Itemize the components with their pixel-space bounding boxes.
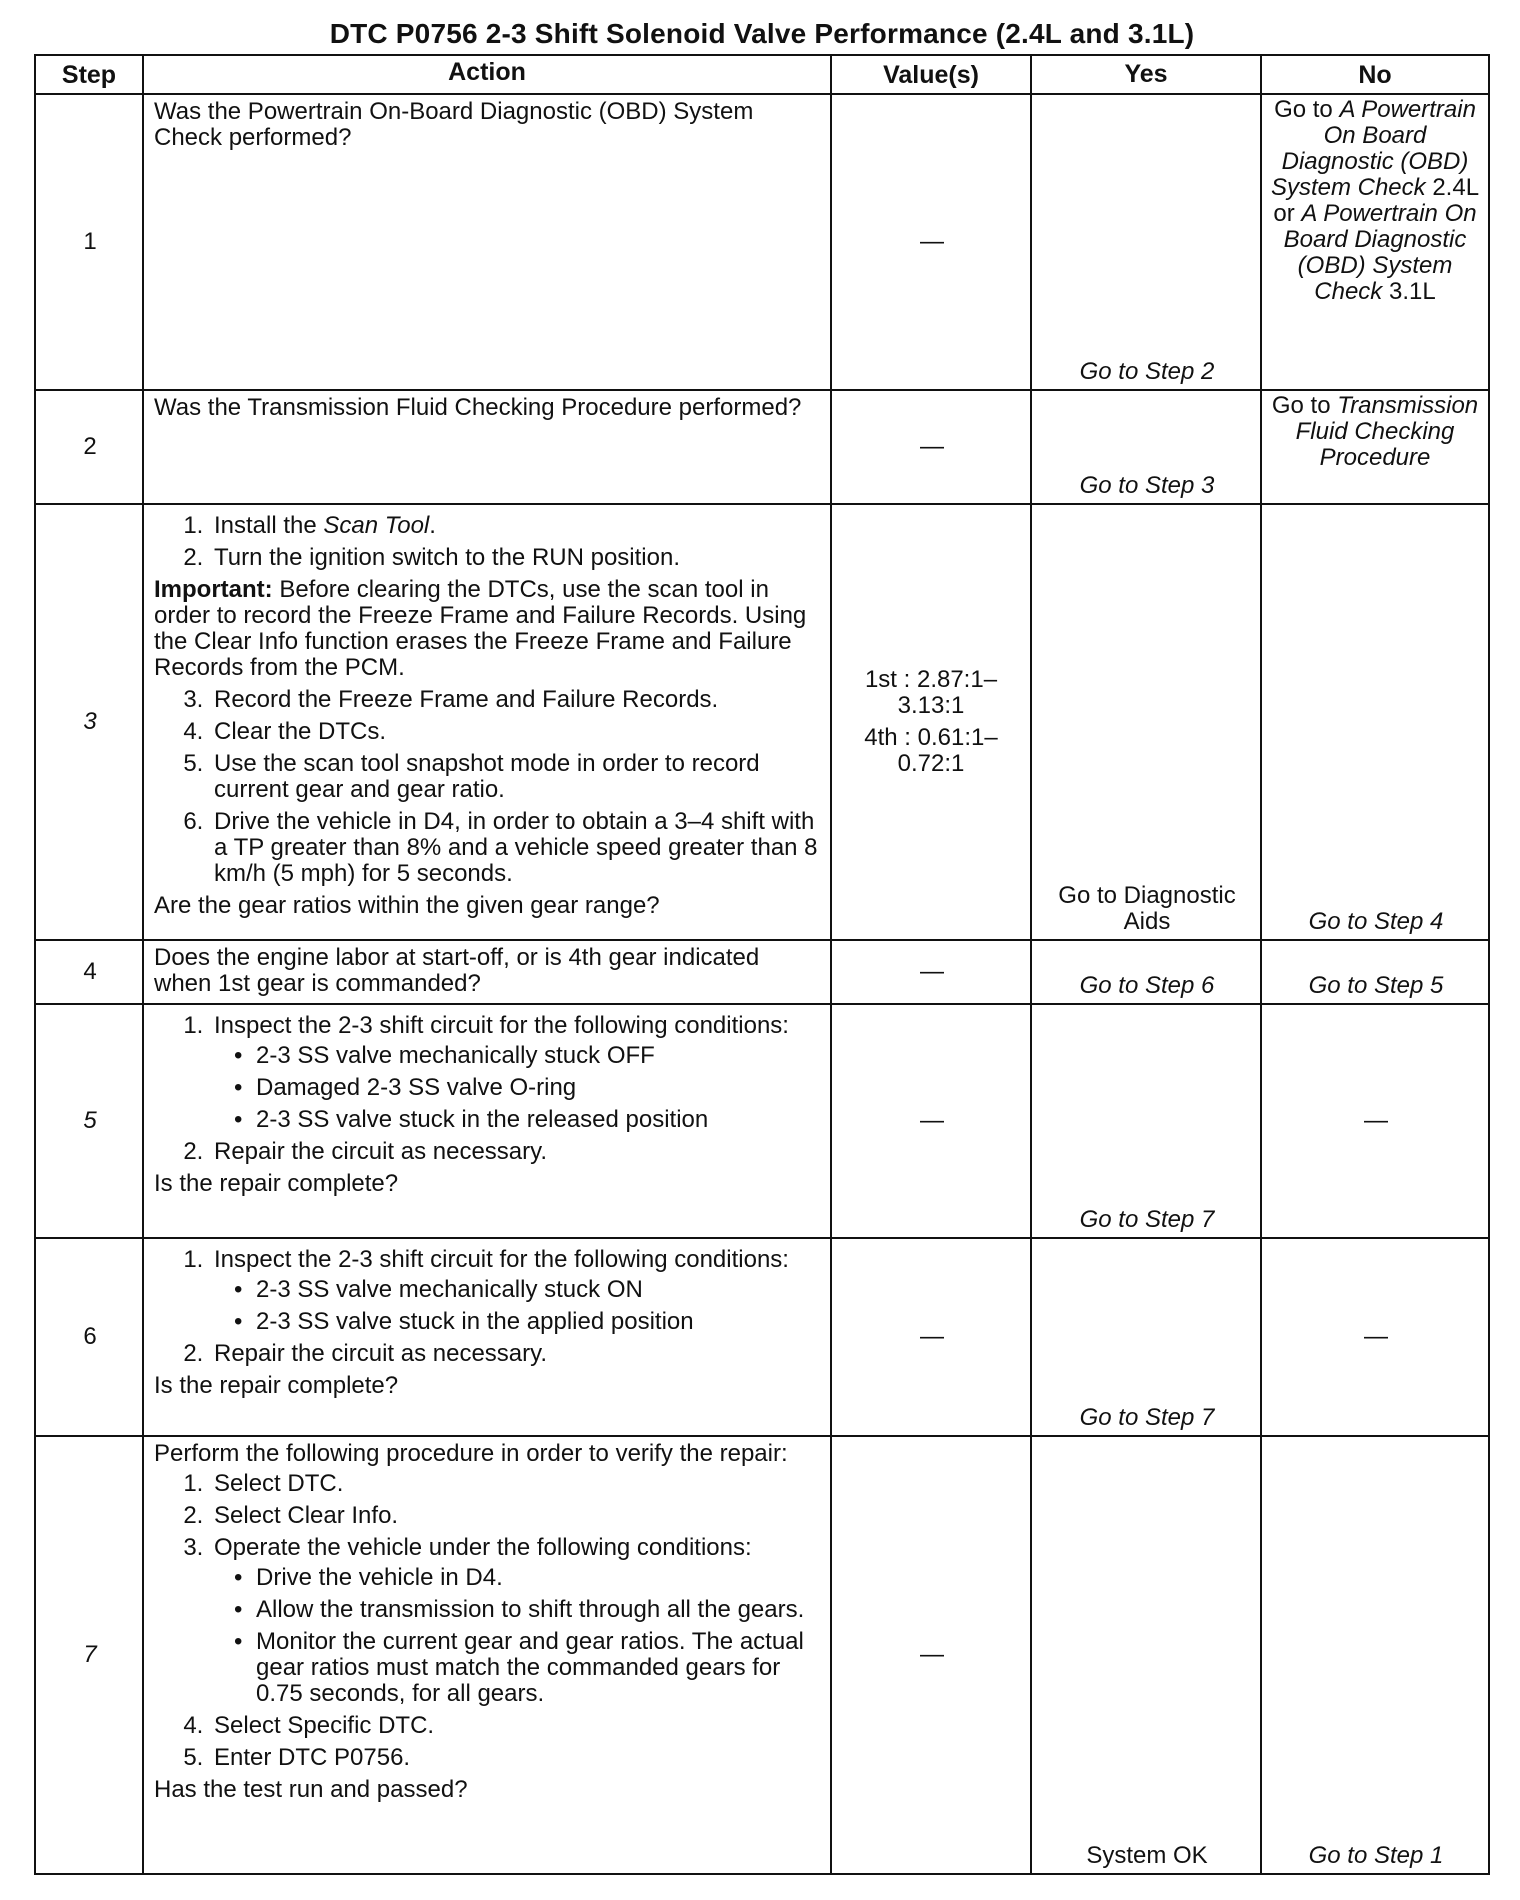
table-row xyxy=(35,504,1489,940)
bullet-item: • Damaged 2-3 SS valve O-ring xyxy=(252,1075,822,1101)
value-cell: — xyxy=(831,94,1031,390)
header-yes: Yes xyxy=(1031,55,1261,94)
no-goto: Go to xyxy=(1271,392,1331,419)
step-number: 4 xyxy=(35,940,143,1004)
list-item: 2. Turn the ignition switch to the RUN position. xyxy=(210,545,822,571)
list-item xyxy=(210,1247,822,1335)
gear-ratio-4th: 4th : 0.61:1–0.72:1 xyxy=(864,724,998,777)
no-link-obd-31[interactable]: A Powertrain On Board Diagnostic (OBD) System Check xyxy=(1283,200,1477,305)
gear-ratio-1st: 1st : 2.87:1–3.13:1 xyxy=(864,666,998,719)
value-cell: — xyxy=(831,1238,1031,1436)
list-item: 1. Install the Scan Tool. xyxy=(210,513,822,539)
table-row xyxy=(35,390,1489,504)
value-cell xyxy=(831,504,1031,940)
yes-cell: Go to Step 2 xyxy=(1031,94,1261,390)
list-item: 2. Repair the circuit as necessary. xyxy=(210,1139,822,1165)
step-number: 7 xyxy=(35,1436,143,1874)
action-cell xyxy=(143,504,831,940)
table-row xyxy=(35,940,1489,1004)
diagnostic-table xyxy=(34,54,1490,1875)
action-cell xyxy=(143,940,831,1004)
action-cell xyxy=(143,1238,831,1436)
step-question: Is the repair complete? xyxy=(154,1372,399,1399)
bullet-item: • Drive the vehicle in D4. xyxy=(252,1565,822,1591)
bullet-item: • Allow the transmission to shift through all the gears. xyxy=(252,1597,822,1623)
important-label: Important: xyxy=(154,576,273,603)
no-cell xyxy=(1261,94,1489,390)
value-cell: — xyxy=(831,940,1031,1004)
list-item: 5. Enter DTC P0756. xyxy=(210,1745,822,1771)
header-action: Action xyxy=(143,55,831,94)
table-row xyxy=(35,94,1489,390)
document-page xyxy=(34,18,1490,1875)
step-question: Is the repair complete? xyxy=(154,1170,399,1197)
no-cell: — xyxy=(1261,1238,1489,1436)
yes-cell: System OK xyxy=(1031,1436,1261,1874)
action-text: Was the Powertrain On-Board Diagnostic (OBD) System Check performed? xyxy=(154,98,754,151)
bullet-item: • 2-3 SS valve stuck in the released position xyxy=(252,1107,822,1133)
table-row xyxy=(35,1238,1489,1436)
action-text: Does the engine labor at start-off, or is 4th gear indicated when 1st gear is commanded? xyxy=(154,944,760,997)
list-item: 2. Repair the circuit as necessary. xyxy=(210,1341,822,1367)
list-item: 6. Drive the vehicle in D4, in order to obtain a 3–4 shift with a TP greater than 8% and a vehicle speed greater than 8 km/h (5 mph) for 5 seconds. xyxy=(210,809,822,887)
no-cell: Go to Step 4 xyxy=(1261,504,1489,940)
no-cell: Go to Step 1 xyxy=(1261,1436,1489,1874)
no-cell xyxy=(1261,390,1489,504)
step-number: 5 xyxy=(35,1004,143,1238)
no-cell: — xyxy=(1261,1004,1489,1238)
step-question: Has the test run and passed? xyxy=(154,1776,468,1803)
step-number: 6 xyxy=(35,1238,143,1436)
step-intro: Perform the following procedure in order to verify the repair: xyxy=(154,1440,788,1467)
item-text: Install the xyxy=(214,512,317,539)
important-text: Before clearing the DTCs, use the scan tool in order to record the Freeze Frame and Failure Records. Using the Clear Info function erases the Freeze Frame and Failure Records from the PCM. xyxy=(154,576,807,681)
list-item xyxy=(210,1535,822,1707)
important-note xyxy=(154,577,822,681)
list-item: 5. Use the scan tool snapshot mode in order to record current gear and gear ratio. xyxy=(210,751,822,803)
list-item: 3. Record the Freeze Frame and Failure Records. xyxy=(210,687,822,713)
yes-cell: Go to Step 7 xyxy=(1031,1238,1261,1436)
action-cell xyxy=(143,390,831,504)
step-question: Are the gear ratios within the given gear range? xyxy=(154,892,660,919)
yes-cell: Go to Step 3 xyxy=(1031,390,1261,504)
no-variant-24: 2.4L or xyxy=(1273,174,1480,227)
action-text: Was the Transmission Fluid Checking Procedure performed? xyxy=(154,394,802,421)
list-item xyxy=(210,1013,822,1133)
no-variant-31: 3.1L xyxy=(1388,278,1436,305)
page-title: DTC P0756 2-3 Shift Solenoid Valve Performance (2.4L and 3.1L) xyxy=(329,18,1195,49)
list-item: 4. Select Specific DTC. xyxy=(210,1713,822,1739)
no-cell: Go to Step 5 xyxy=(1261,940,1489,1004)
action-cell xyxy=(143,1436,831,1874)
table-row xyxy=(35,1004,1489,1238)
list-item: 1. Select DTC. xyxy=(210,1471,822,1497)
bullet-item: • 2-3 SS valve mechanically stuck OFF xyxy=(252,1043,822,1069)
value-cell: — xyxy=(831,390,1031,504)
table-row xyxy=(35,1436,1489,1874)
item-text: Inspect the 2-3 shift circuit for the following conditions: xyxy=(214,1246,789,1273)
bullet-item: • 2-3 SS valve stuck in the applied position xyxy=(252,1309,822,1335)
action-cell xyxy=(143,1004,831,1238)
value-cell: — xyxy=(831,1436,1031,1874)
bullet-item: • 2-3 SS valve mechanically stuck ON xyxy=(252,1277,822,1303)
item-text: Inspect the 2-3 shift circuit for the following conditions: xyxy=(214,1012,789,1039)
yes-cell: Go to Diagnostic Aids xyxy=(1031,504,1261,940)
header-no: No xyxy=(1261,55,1489,94)
table-header-row xyxy=(35,55,1489,94)
no-link-fluid-check[interactable]: Transmission Fluid Checking Procedure xyxy=(1295,392,1479,471)
no-goto: Go to xyxy=(1274,96,1333,123)
yes-cell: Go to Step 7 xyxy=(1031,1004,1261,1238)
value-cell: — xyxy=(831,1004,1031,1238)
step-number: 3 xyxy=(35,504,143,940)
yes-cell: Go to Step 6 xyxy=(1031,940,1261,1004)
item-text: Operate the vehicle under the following conditions: xyxy=(214,1534,752,1561)
scan-tool-link[interactable]: Scan Tool xyxy=(323,512,430,539)
bullet-item: • Monitor the current gear and gear ratios. The actual gear ratios must match the commanded gears for 0.75 seconds, for all gears. xyxy=(252,1629,822,1707)
step-number: 2 xyxy=(35,390,143,504)
header-values: Value(s) xyxy=(831,55,1031,94)
no-link-obd-24[interactable]: A Powertrain On Board Diagnostic (OBD) System Check xyxy=(1270,96,1476,201)
header-step: Step xyxy=(35,55,143,94)
action-cell xyxy=(143,94,831,390)
list-item: 4. Clear the DTCs. xyxy=(210,719,822,745)
list-item: 2. Select Clear Info. xyxy=(210,1503,822,1529)
step-number: 1 xyxy=(35,94,143,390)
